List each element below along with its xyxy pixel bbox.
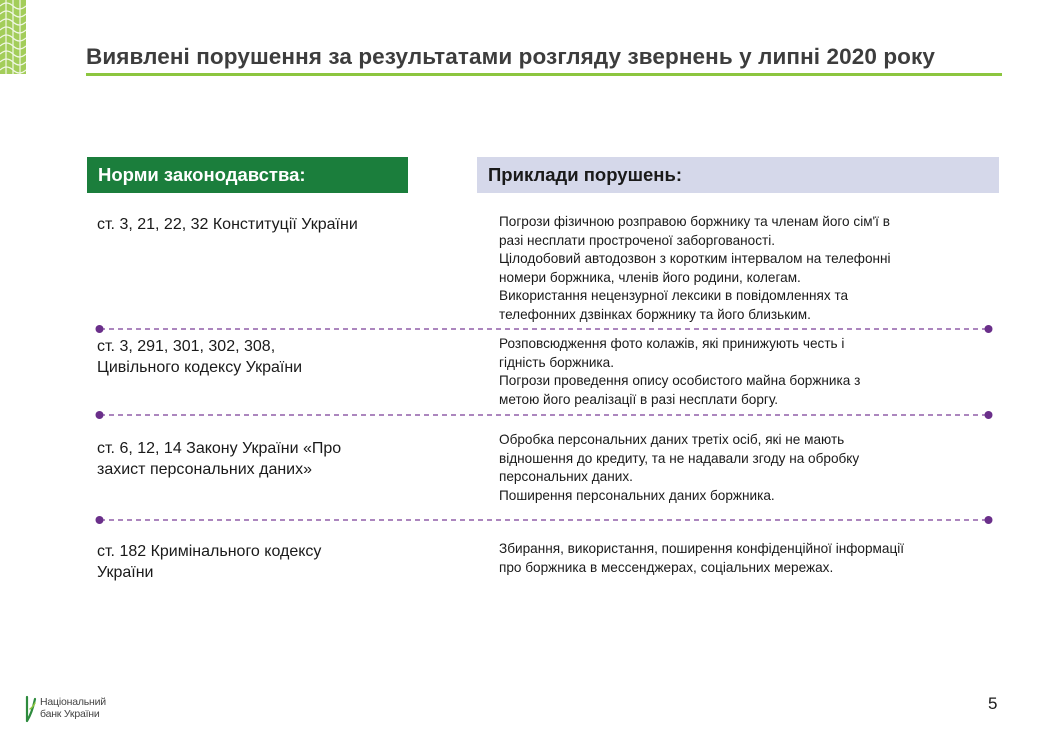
page-title: Виявлені порушення за результатами розгляду звернень у липні 2020 року [86,44,935,69]
page-number: 5 [988,694,998,713]
norm-line: ст. 3, 21, 22, 32 Конституції України [97,216,358,233]
logo-line: Національний [40,696,106,708]
example-line: Поширення персональних даних боржника. [499,487,775,503]
row-divider [95,410,993,420]
norm-line: ст. 182 Кримінального кодексу [97,543,322,560]
norm-row-2 [97,336,417,378]
example-line: разі несплати простроченої заборгованості. [499,232,776,248]
example-line: персональних даних. [499,469,633,484]
norm-line: Цивільного кодексу України [97,359,303,376]
title-underline [86,73,1002,76]
example-line: номери боржника, членів його родини, колегам. [499,269,801,285]
example-line: Погрози фізичною розправою боржнику та членам його сім'ї в [499,214,890,229]
example-line: про боржника в мессенджерах, соціальних мережах. [499,559,834,575]
example-row-1 [499,213,979,324]
example-line: Використання нецензурної лексики в повідомленнях та [499,288,849,303]
logo-line: банк України [40,708,100,720]
example-line: Погрози проведення опису особистого майна боржника з [499,373,861,388]
example-line: відношення до кредиту, та не надавали згоду на обробку [499,450,860,466]
norm-line: ст. 6, 12, 14 Закону України «Про [97,440,342,457]
norms-header: Норми законодавства: [87,157,408,193]
nbu-logo [24,695,114,725]
nbu-logo-text [40,696,106,720]
example-line: Розповсюдження фото колажів, які принижують честь і [499,336,845,351]
example-row-4 [499,540,979,577]
example-line: метою його реалізації в разі несплати боргу. [499,391,779,407]
example-row-2 [499,335,979,409]
norm-line: України [97,564,154,581]
norm-line: ст. 3, 291, 301, 302, 308, [97,338,276,355]
norm-row-1 [97,214,417,235]
example-line: гідність боржника. [499,354,615,370]
example-line: Обробка персональних даних третіх осіб, які не мають [499,432,845,447]
example-line: телефонних дзвінках боржнику та його близьким. [499,306,811,322]
norm-line: захист персональних даних» [97,461,313,478]
corner-pattern-decoration [0,0,26,74]
nbu-logo-icon [24,695,38,723]
norm-row-4 [97,541,417,583]
example-line: Цілодобовий автодозвон з коротким інтервалом на телефонні [499,251,891,266]
row-divider [95,324,993,334]
example-row-3 [499,431,979,505]
examples-header: Приклади порушень: [477,157,999,193]
row-divider [95,515,993,525]
example-line: Збирання, використання, поширення конфіденційної інформації [499,541,905,556]
norm-row-3 [97,438,417,480]
